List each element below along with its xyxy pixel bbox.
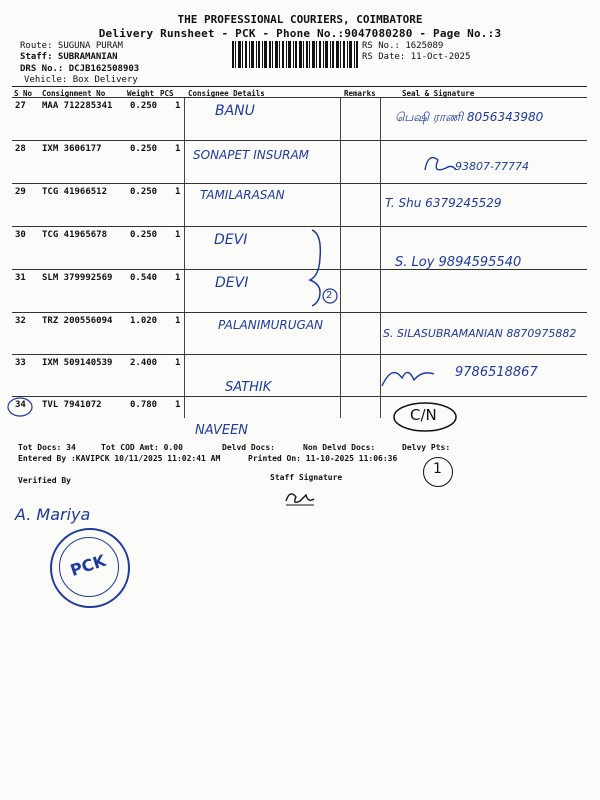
handwritten-consignee: TAMILARASAN [200,188,285,202]
row-sno: 27 [15,101,26,111]
delivered-docs: Delvd Docs: [222,443,275,452]
row-pcs: 1 [175,230,181,240]
row-weight: 0.250 [130,187,158,197]
route-label: Route: SUGUNA PURAM [20,41,123,51]
handwritten-signature: S. Loy 9894595540 [395,255,522,270]
non-delivered-docs: Non Delvd Docs: [303,443,376,452]
row-consignment: MAA 712285341 [42,101,113,111]
staff-signature-label: Staff Signature [270,473,343,482]
handwritten-consignee: SONAPET INSURAM [193,148,310,162]
col-header-weight: Weight [127,89,155,98]
drs-number: DRS No.: DCJB162508903 [20,64,140,74]
stamp-text: PCK [68,550,108,581]
row-sno: 33 [15,358,26,368]
verifier-signature: A. Mariya [15,505,91,524]
col-header-remarks: Remarks [344,89,376,98]
row-consignment: TVL 7941072 [42,400,102,410]
handwritten-signature: 93807-77774 [455,160,529,173]
total-docs: Tot Docs: 34 [18,443,76,452]
row-weight: 0.780 [130,400,158,410]
entered-by: Entered By :KAVIPCK 10/11/2025 11:02:41 AM [18,454,221,463]
row-pcs: 1 [175,144,181,154]
row-pcs: 1 [175,400,181,410]
row-consignment: IXM 509140539 [42,358,113,368]
row-pcs: 1 [175,187,181,197]
col-header-seal: Seal & Signature [402,89,475,98]
row-consignment: TCG 41965678 [42,230,108,240]
handwritten-consignee: SATHIK [225,380,272,395]
row-pcs: 1 [175,316,181,326]
table-row [12,396,587,421]
row-weight: 0.250 [130,144,158,154]
row-pcs: 1 [175,101,181,111]
staff-signature [282,487,318,509]
handwritten-signature: பெஷி ராணி 8056343980 [395,110,544,124]
handwritten-signature: 9786518867 [455,365,538,380]
handwritten-consignee: DEVI [215,275,249,291]
row-weight: 0.540 [130,273,158,283]
row-sno: 29 [15,187,26,197]
row-consignment: TCG 41966512 [42,187,108,197]
delivery-points: Delvy Pts: [402,443,451,452]
row-weight: 2.400 [130,358,158,368]
handwritten-consignee: DEVI [214,232,248,248]
row-consignment: IXM 3606177 [42,144,102,154]
bracket-count: 2 [326,290,333,301]
verified-by-label: Verified By [18,476,71,485]
col-header-consignee: Consignee Details [188,89,265,98]
row-weight: 0.250 [130,230,158,240]
page-mark: 1 [433,461,442,477]
sno-circle [6,396,34,418]
row-consignment: TRZ 200556094 [42,316,113,326]
rs-date: RS Date: 11-Oct-2025 [362,52,471,62]
row-weight: 0.250 [130,101,158,111]
row-sno: 28 [15,144,26,154]
vehicle-label: Vehicle: Box Delivery [24,75,138,85]
row-pcs: 1 [175,358,181,368]
document-subtitle: Delivery Runsheet - PCK - Phone No.:9047080280 - Page No.:3 [98,27,502,40]
document-title: THE PROFESSIONAL COURIERS, COIMBATORE [177,13,423,26]
handwritten-consignee: NAVEEN [195,423,249,438]
handwritten-signature: S. SILASUBRAMANIAN 8870975882 [383,327,577,340]
rs-number: RS No.: 1625089 [362,41,444,51]
row-weight: 1.020 [130,316,158,326]
handwritten-consignee: PALANIMURUGAN [218,318,323,332]
row-pcs: 1 [175,273,181,283]
handwritten-signature: C/N [410,406,437,424]
col-header-sno: S No [14,89,33,98]
barcode-image [232,41,358,68]
col-header-consignment: Consignment No [42,89,106,98]
signature-scribble [378,360,438,390]
row-sno: 34 [15,400,26,410]
staff-label: Staff: SUBRAMANIAN [20,52,118,62]
col-header-pcs: PCS [160,89,174,98]
bracket-mark [300,228,345,308]
printed-on: Printed On: 11-10-2025 11:06:36 [248,454,398,463]
row-sno: 32 [15,316,26,326]
row-sno: 31 [15,273,26,283]
total-cod-amount: Tot COD Amt: 0.00 [101,443,183,452]
row-consignment: SLM 379992569 [42,273,113,283]
handwritten-consignee: BANU [215,103,255,119]
handwritten-signature: T. Shu 6379245529 [385,196,502,210]
row-sno: 30 [15,230,26,240]
signature-scribble [420,150,460,180]
